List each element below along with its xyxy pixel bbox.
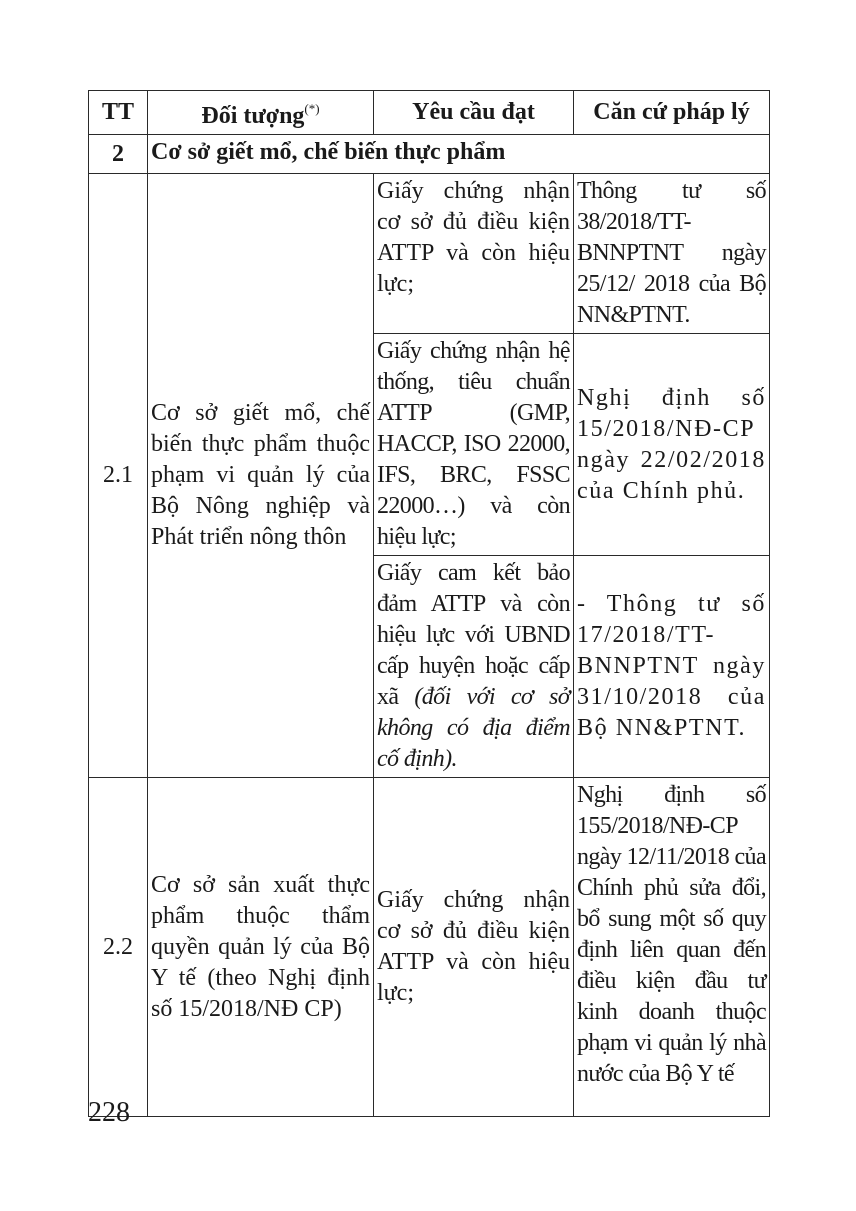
header-legal-basis: Căn cứ pháp lý xyxy=(574,91,770,135)
row-subject-2-2: Cơ sở sản xuất thực phẩm thuộc thẩm quyền quản lý của Bộ Y tế (theo Nghị định số 15/2018/NĐ CP) xyxy=(148,778,374,1117)
requirement-cell xyxy=(374,556,574,778)
row-number-2-2: 2.2 xyxy=(89,778,148,1117)
requirement-cell: Giấy chứng nhận hệ thống, tiêu chuẩn ATTP (GMP, HACCP, ISO 22000, IFS, BRC, FSSC 22000…) và còn hiệu lực; xyxy=(374,334,574,556)
section-row xyxy=(89,135,770,174)
section-title: Cơ sở giết mổ, chế biến thực phẩm xyxy=(148,135,770,174)
header-subject-label: Đối tượng xyxy=(201,103,305,129)
header-subject-note: (*) xyxy=(304,101,320,116)
table-row xyxy=(89,174,770,334)
requirement-cell: Giấy chứng nhận cơ sở đủ điều kiện ATTP và còn hiệu lực; xyxy=(374,174,574,334)
header-subject xyxy=(148,91,374,135)
table-row xyxy=(89,778,770,1117)
requirement-cell: Giấy chứng nhận cơ sở đủ điều kiện ATTP và còn hiệu lực; xyxy=(374,778,574,1117)
legal-basis-cell: - Thông tư số 17/2018/TT-BNNPTNT ngày 31/10/2018 của Bộ NN&PTNT. xyxy=(574,556,770,778)
row-number-2-1: 2.1 xyxy=(89,174,148,778)
header-requirement: Yêu cầu đạt xyxy=(374,91,574,135)
legal-basis-cell: Nghị định số 15/2018/NĐ-CP ngày 22/02/2018 của Chính phủ. xyxy=(574,334,770,556)
row-subject-2-1: Cơ sở giết mổ, chế biến thực phẩm thuộc phạm vi quản lý của Bộ Nông nghiệp và Phát triển nông thôn xyxy=(148,174,374,778)
requirement-text: Giấy cam kết bảo đảm ATTP và còn hiệu lực với UBND cấp huyện hoặc cấp xã xyxy=(377,560,570,710)
requirement-note: (đối với cơ sở không có địa điểm cố định). xyxy=(377,684,570,772)
page-number: 228 xyxy=(88,1097,130,1128)
regulation-table xyxy=(88,90,770,1117)
header-row xyxy=(89,91,770,135)
legal-basis-cell: Thông tư số 38/2018/TT-BNNPTNT ngày 25/12/ 2018 của Bộ NN&PTNT. xyxy=(574,174,770,334)
legal-basis-cell: Nghị định số 155/2018/NĐ-CP ngày 12/11/2018 của Chính phủ sửa đổi, bổ sung một số quy định liên quan đến điều kiện đầu tư kinh doanh thuộc phạm vi quản lý nhà nước của Bộ Y tế xyxy=(574,778,770,1117)
section-number: 2 xyxy=(89,135,148,174)
header-tt: TT xyxy=(89,91,148,135)
